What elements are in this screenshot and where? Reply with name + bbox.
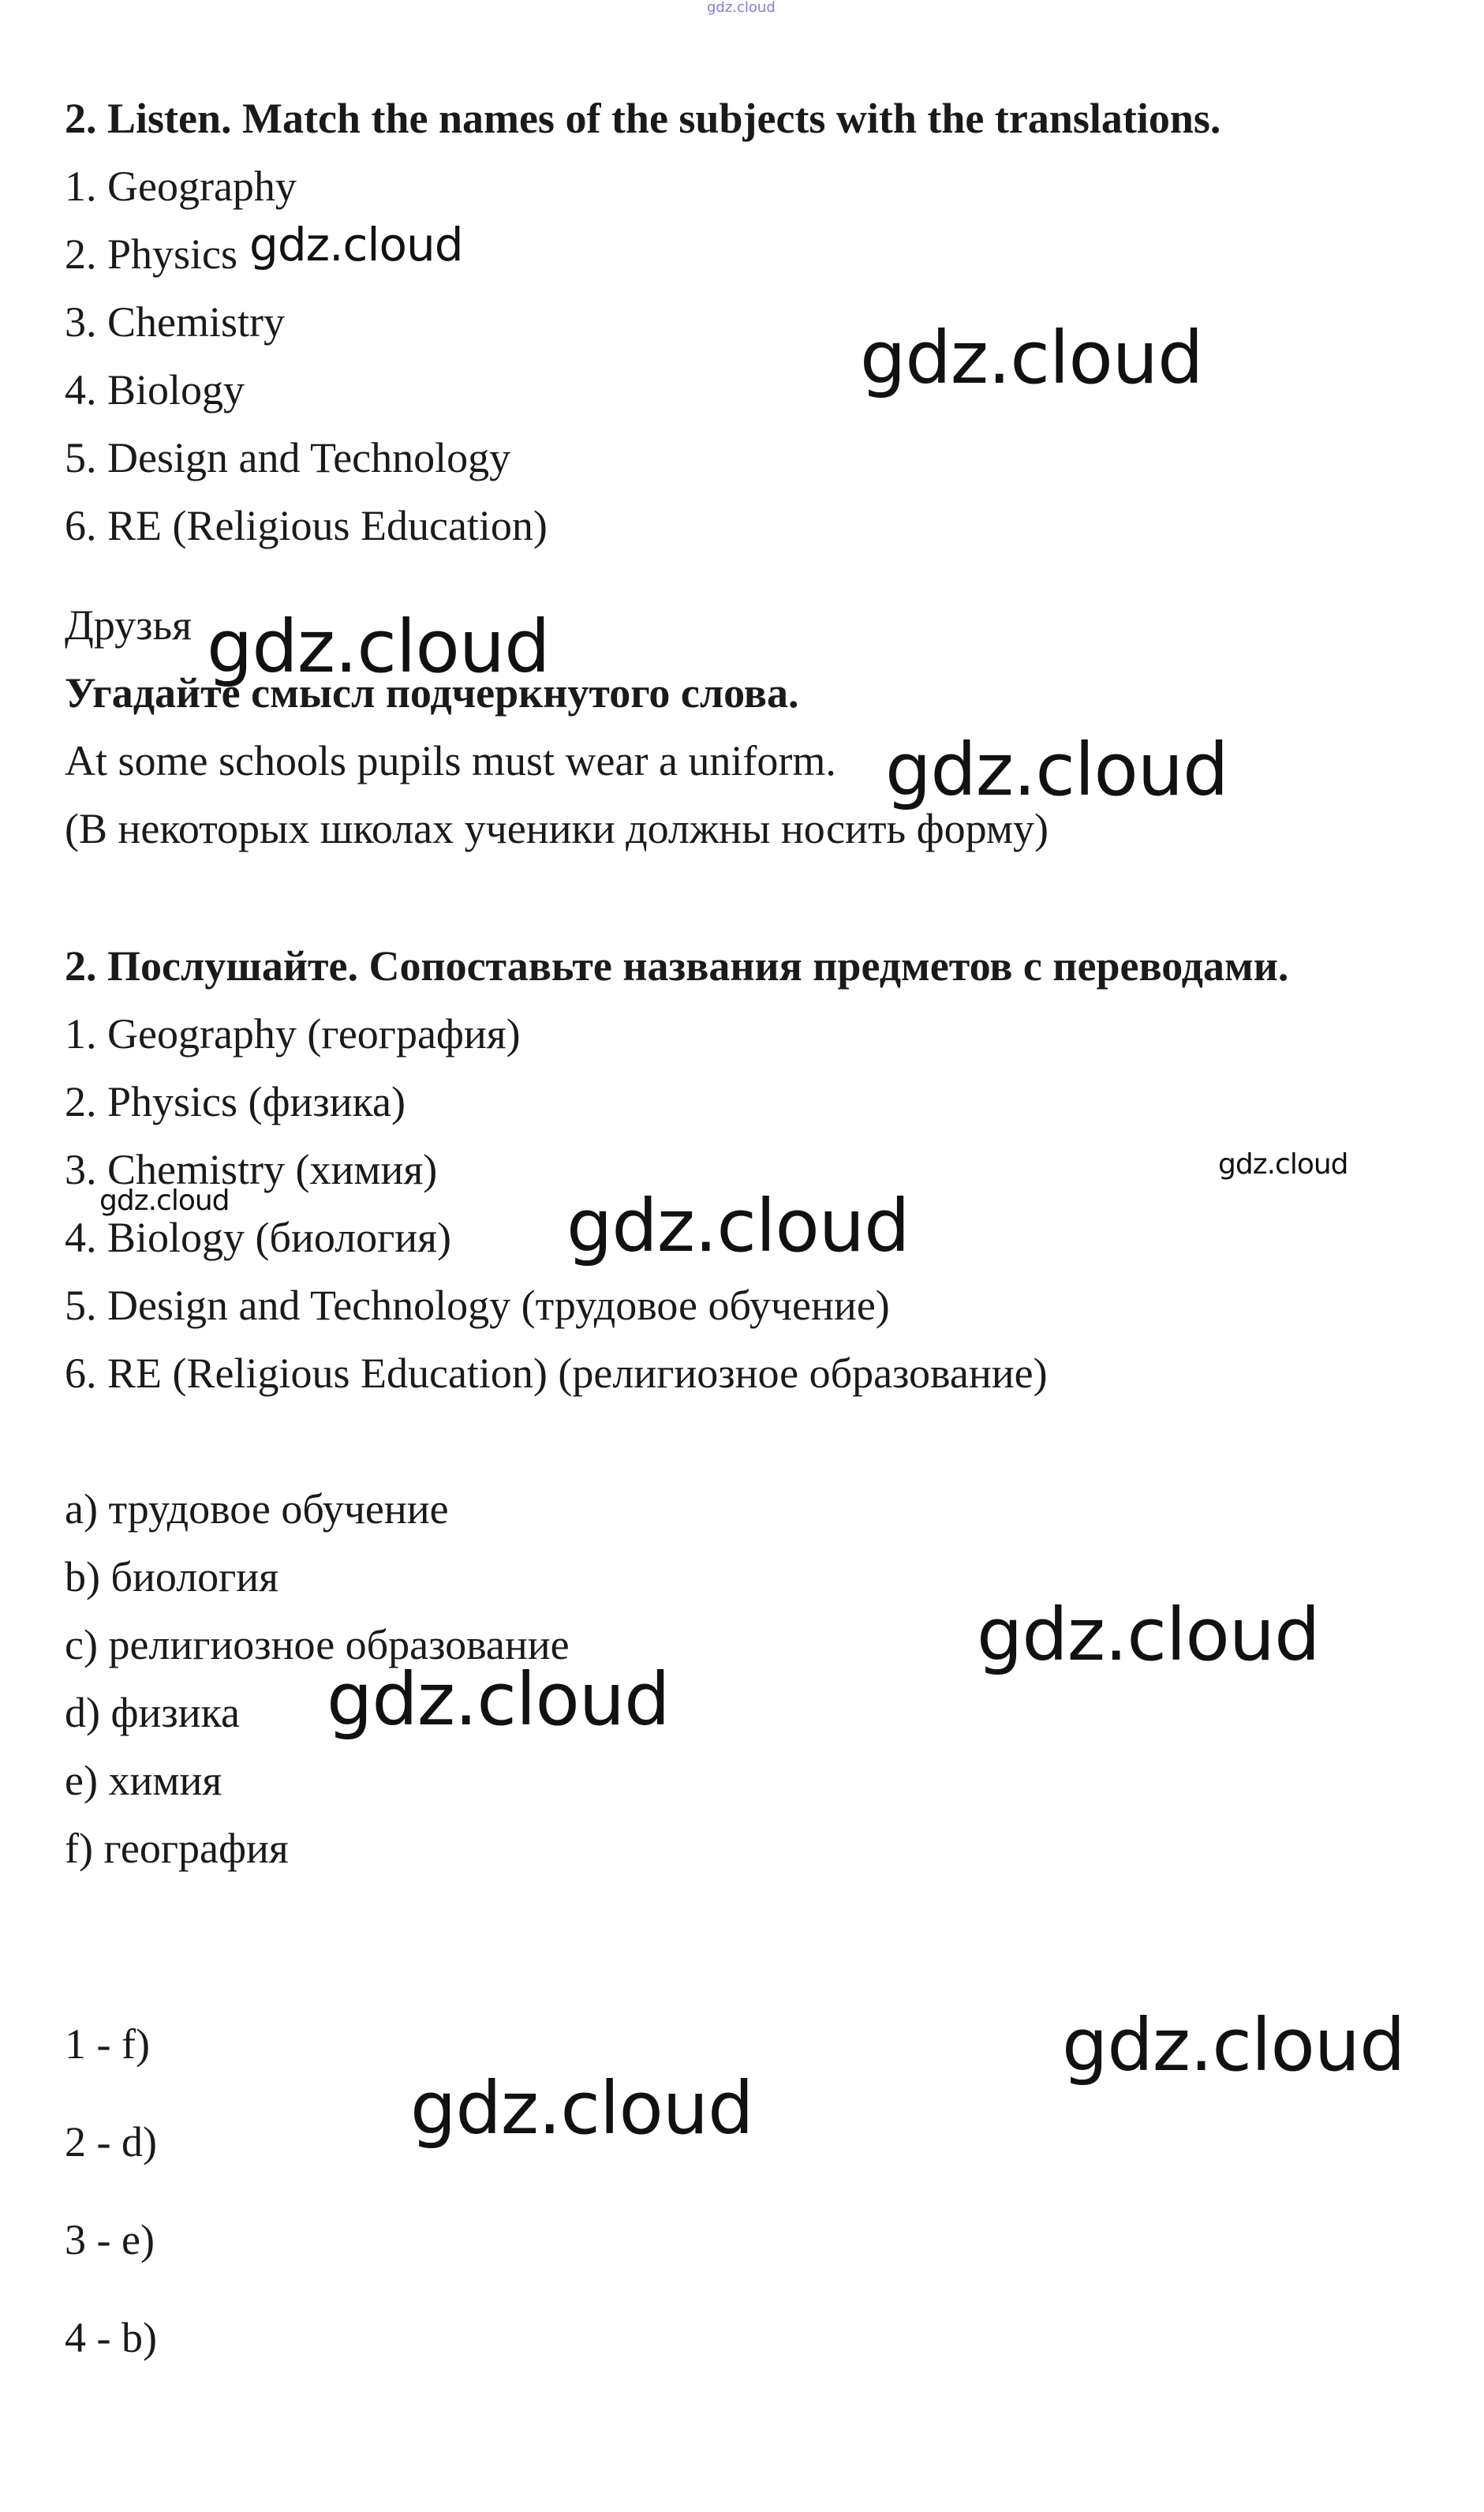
subject-item-en: 6. RE (Religious Education) (65, 502, 548, 549)
subject-item-ru: 1. Geography (география) (65, 1010, 521, 1058)
friends-label: Друзья (65, 601, 192, 649)
watermark: gdz.cloud (410, 2066, 753, 2151)
subject-item-ru: 6. RE (Religious Education) (религиозное образование) (65, 1350, 1048, 1397)
task-heading-en: 2. Listen. Match the names of the subjects with the translations. (65, 95, 1221, 142)
subject-item-ru: 3. Chemistry (химия) (65, 1146, 438, 1193)
watermark: gdz.cloud (327, 1657, 670, 1742)
answer-item: 3 - e) (65, 2216, 155, 2263)
watermark: gdz.cloud (99, 1185, 230, 1217)
subject-item-ru: 5. Design and Technology (трудовое обучение) (65, 1282, 890, 1329)
subject-item-ru: 4. Biology (биология) (65, 1214, 451, 1261)
top-watermark: gdz.cloud (707, 0, 776, 16)
subject-item-en: 1. Geography (65, 163, 297, 210)
subject-item-en: 3. Chemistry (65, 298, 285, 346)
watermark: gdz.cloud (1062, 2003, 1405, 2087)
translation-option: d) физика (65, 1689, 240, 1736)
example-sentence: At some schools pupils must wear a uniform. (65, 737, 836, 784)
answer-item: 1 - f) (65, 2020, 150, 2068)
watermark: gdz.cloud (1218, 1148, 1348, 1181)
subject-item-en: 2. Physics (65, 230, 238, 278)
task-heading-ru: 2. Послушайте. Сопоставьте названия предметов с переводами. (65, 942, 1289, 990)
translation-option: a) трудовое обучение (65, 1485, 449, 1533)
watermark: gdz.cloud (566, 1184, 910, 1268)
answer-item: 2 - d) (65, 2118, 157, 2166)
translation-option: f) география (65, 1825, 289, 1872)
translation-option: e) химия (65, 1757, 222, 1804)
watermark: gdz.cloud (977, 1593, 1320, 1677)
answer-item: 4 - b) (65, 2314, 157, 2361)
subject-item-ru: 2. Physics (физика) (65, 1078, 406, 1125)
watermark: gdz.cloud (207, 605, 550, 689)
watermark: gdz.cloud (860, 316, 1203, 400)
watermark: gdz.cloud (249, 218, 463, 271)
subject-item-en: 4. Biology (65, 366, 245, 414)
subject-item-en: 5. Design and Technology (65, 434, 511, 481)
guess-word-heading: Угадайте смысл подчеркнутого слова. (65, 669, 799, 717)
translation-option: b) биология (65, 1553, 278, 1600)
translation-option: c) религиозное образование (65, 1621, 570, 1668)
example-translation: (В некоторых школах ученики должны носить форму) (65, 805, 1049, 852)
watermark: gdz.cloud (885, 728, 1228, 812)
